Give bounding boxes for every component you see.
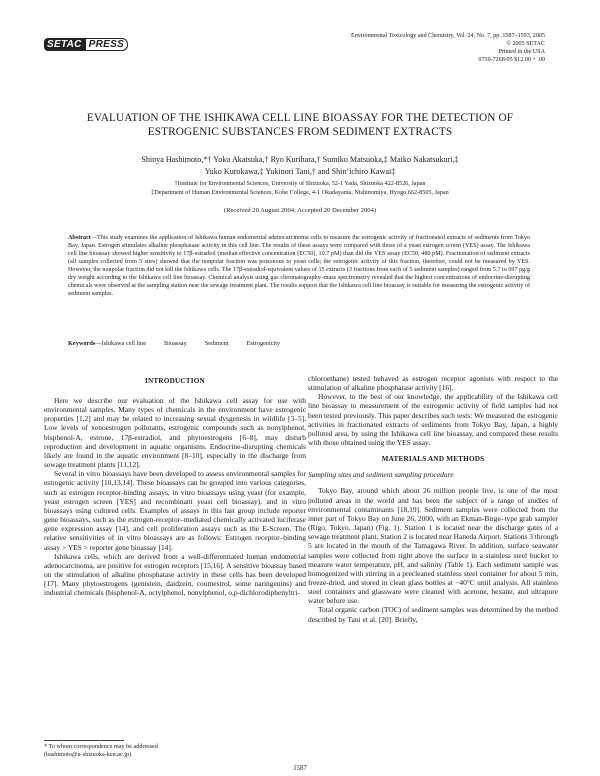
journal-citation: Environmental Toxicology and Chemistry, Vol. 24, No. 7, pp. 1587–1593, 2005 bbox=[351, 33, 545, 39]
paragraph: However, to the best of our knowledge, the applicability of the Ishikawa cell line bioassay to measurement of the estrogenic activity of field samples had not been tested previously. This paper describes such tests: We measured the estrogenic activities in fractionated extracts of sediments from Tokyo Bay, Japan, a highly polluted area, by using the Ishikawa cell line bioassay, and compared these results with those obtained using the YES assay. bbox=[308, 392, 558, 448]
footnote-divider bbox=[44, 740, 124, 741]
left-column bbox=[44, 374, 306, 597]
printed-in: Printed in the USA bbox=[498, 49, 545, 56]
page-number: 1587 bbox=[293, 765, 307, 772]
received-dates: (Received 20 August 2004; Accepted 20 December 2004) bbox=[223, 207, 377, 214]
paper-title bbox=[40, 112, 560, 139]
keyword: Bioassay bbox=[164, 340, 187, 347]
paragraph: Here we describe our evaluation of the Ishikawa cell assay for use with environmental samples. Many types of chemicals in the environment have estrogenic properties [1,2] and may be related to increasing sexual dysgenesis in wildlife [3–5]. Low levels of xenoestrogen pollutants, estrogenic compounds such as nonylphenol, bisphenol-A, estrone, 17β-estradiol, and phytoestrogens [6–8], may disturb reproduction and development in aquatic organisms. Endocrine-disrupting chemicals likely are found in the aquatic environment [8–10], especially in the discharge from sewage treatment plants [11,12]. bbox=[44, 396, 306, 470]
copyright: © 2005 SETAC bbox=[506, 41, 545, 48]
setac-press-logo bbox=[44, 34, 128, 50]
keywords bbox=[68, 340, 298, 347]
abstract bbox=[68, 234, 530, 298]
authors bbox=[40, 154, 560, 179]
abstract-text: —This study examines the application of Ishikawa human endometrial adenocarcinoma cells to measure the estrogenic activity of fractionated extracts of sediments from Tokyo Bay, Japan. Estrogen stimulates alkaline phosphatase activity in this cell line. The results of these assays were compared with those of a yeast estrogen screen (YES) assay. The Ishikawa cell line bioassay showed higher sensitivity to 17β-estradiol (median effective concentration [EC50], 10.7 pM) than did the YES assay (EC50, 480 pM). Fractionation of sediment extracts (all samples collected from 5 sites) showed that the nonpolar fraction was poisonous to yeast cells; the estrogenic activity of this fraction, therefore, could not be measured by YES. However, the nonpolar fraction did not kill the Ishikawa cells. The 17β-estradiol-equivalent values of 15 extracts (3 fractions from each of 5 sediment samples) ranged from 5.7 to 697 pg/g dry weight according to the Ishikawa cell line bioassay. Chemical analysis using gas chromatography–mass spectrometry revealed that the highest concentrations of endocrine-disrupting chemicals were observed at the sampling station near the sewage treatment plant. The results support that the Ishikawa cell line bioassay is suitable for measuring the estrogenic activity of sediment samples. bbox=[68, 235, 530, 298]
authors-line-1: Shinya Hashimoto,*† Yoko Akatsuka,† Ryo Kurihara,† Sumiko Matsuoka,‡ Maiko Nakatsukuri,‡ bbox=[141, 155, 459, 164]
correspondence-footnote bbox=[44, 743, 294, 759]
affiliation-2: ‡Department of Human Environmental Sciences, Kobe College, 4-1 Okadayama, Nishinomiya, Hyogo 662-8505, Japan bbox=[151, 188, 449, 196]
keyword: Estrogenicity bbox=[246, 340, 281, 347]
footnote-line-1: * To whom correspondence may be addressed bbox=[44, 743, 158, 750]
subsection-heading: Sampling sites and sediment sampling procedure bbox=[308, 470, 454, 480]
title-line-1: EVALUATION OF THE ISHIKAWA CELL LINE BIOASSAY FOR THE DETECTION OF bbox=[86, 112, 514, 124]
paragraph: Several in vitro bioassays have been developed to assess environmental samples for estrogenic activity [10,13,14]. These bioassays can be grouped into various categories, such as estrogen receptor-binding assays, in vitro bioassays using yeast (for example, yeast estrogen screen [YES] and recombinant yeast cell bioassay), and in vitro bioassays using cultured cells. Examples of assays in this last group include reporter gene bioassays, such as the estrogen-receptor–mediated chemically activated luciferase gene expression assay [14], and cell proliferation assays such as the E-Screen. The relative sensitivities of in vitro bioassays are as follows: Estrogen receptor–binding assay > YES > reporter gene bioassay [14]. bbox=[44, 469, 306, 552]
affiliations bbox=[40, 180, 560, 197]
keyword: Sediment bbox=[204, 340, 229, 347]
journal-info bbox=[285, 32, 545, 64]
paragraph: chloroethane) tested behaved as estrogen receptor agonists with respect to the stimulation of alkaline phosphatase activity [16]. bbox=[308, 374, 558, 393]
introduction-heading: INTRODUCTION bbox=[145, 377, 205, 385]
footnote-email: (bashimoto@u-shizuoka-ken.ac.jp). bbox=[44, 750, 133, 758]
issn-price: 0730-7268/05 $12.00 + .00 bbox=[478, 57, 545, 64]
keywords-label: Keywords bbox=[68, 340, 96, 347]
paragraph: Ishikawa cells, which are derived from a well-differentiated human endometrial adenocarcinoma, are positive for estrogen receptors [15,16]. A sensitive bioassay based on the stimulation of alkaline phosphatase activity in these cells has been developed [17]. Many phytoestrogens (genistein, daidzein, coumestrol, some naringenins) and industrial chemicals (bisphenol-A, octylphenol, nonylphenol, o,p-dichlorodiphenyltri- bbox=[44, 551, 306, 598]
paragraph: Tokyo Bay, around which about 26 million people live, is one of the most polluted areas in the world and has been the subject of a range of studies of environmental contaminants [18,19]. Sediment samples were collected from the inner part of Tokyo Bay on June 26, 2000, with an Ekman-Birge–type grab sampler (Rigo, Tokyo, Japan) (Fig. 1). Station 1 is located near the discharge gates of a sewage treatment plant. Station 2 is located near Haneda Airport. Stations 3 through 5 are located in the mouth of the Tamagawa River. In addition, surface seawater samples were collected from right above the surface in a stainless steel bucket to measure water temperature, pH, and salinity (Table 1). Each sediment sample was homogenized with stirring in a precleaned stainless steel container for about 5 min, freeze-dried, and stored in clean glass bottles at −40°C until analysis. All stainless steel containers and glassware were cleaned with acetone, hexane, and ultrapure water before use. bbox=[308, 486, 558, 606]
keyword: —Ishikawa cell line bbox=[95, 340, 147, 347]
logo-setac: SETAC bbox=[44, 38, 85, 51]
right-column bbox=[308, 374, 558, 624]
logo-press: PRESS bbox=[85, 38, 128, 51]
authors-line-2: Yuko Kurokawa,‡ Yukinori Tani,† and Shin’ichiro Kawai‡ bbox=[204, 167, 396, 177]
methods-heading: MATERIALS AND METHODS bbox=[381, 455, 485, 464]
title-line-2: ESTROGENIC SUBSTANCES FROM SEDIMENT EXTRACTS bbox=[147, 125, 453, 138]
paragraph: Total organic carbon (TOC) of sediment samples was determined by the method described by Tani et al. [20]. Briefly, bbox=[308, 605, 558, 624]
affiliation-1: †Institute for Environmental Sciences, University of Shizuoka, 52-1 Yada, Shizuoka 422-8526, Japan bbox=[174, 180, 426, 187]
abstract-label: Abstract bbox=[68, 235, 91, 241]
